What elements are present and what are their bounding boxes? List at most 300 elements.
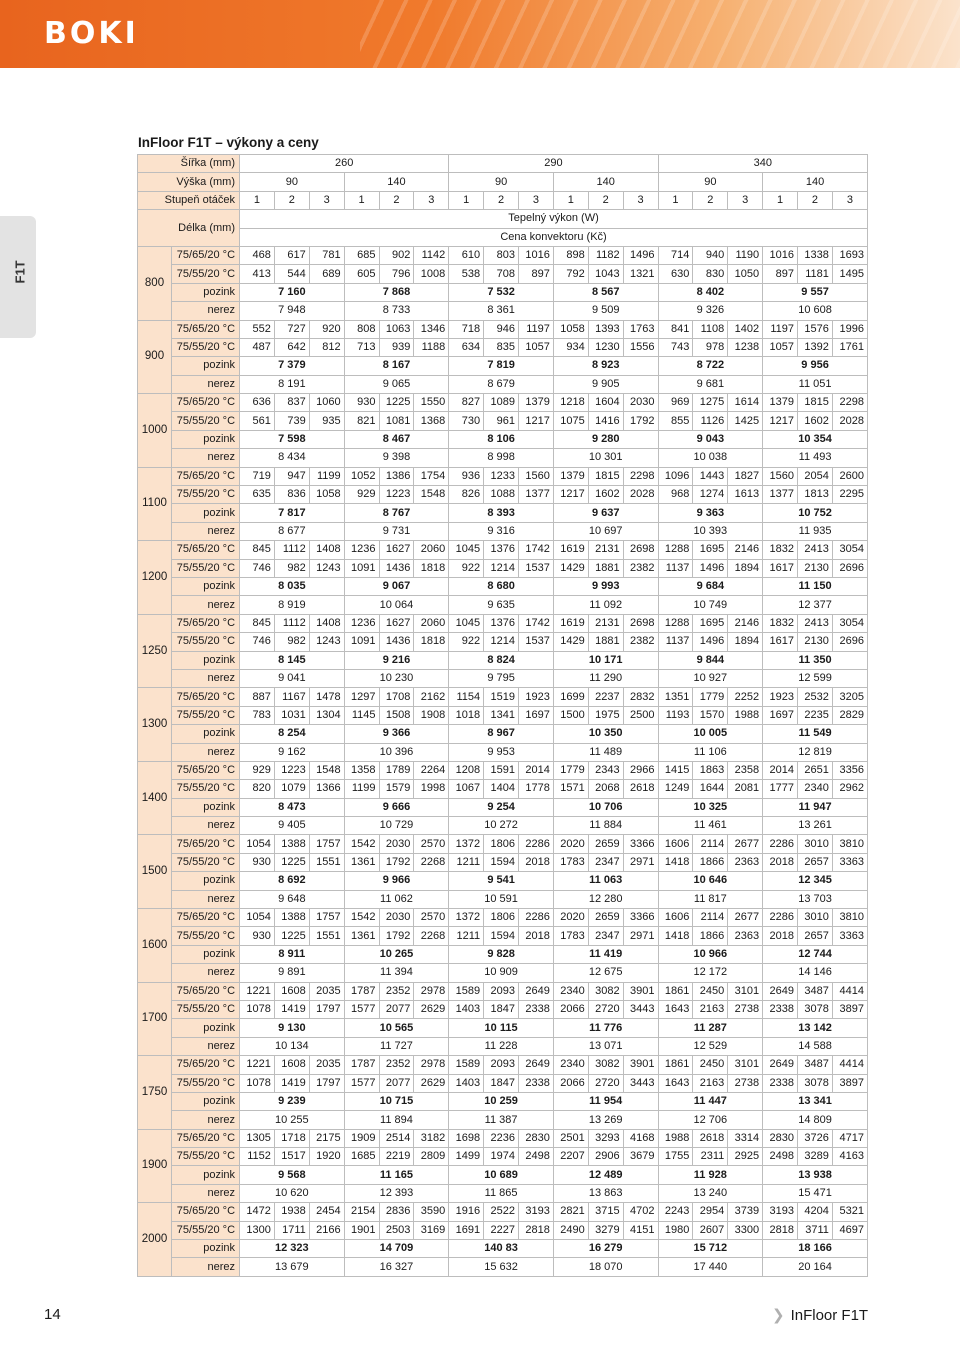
value-cell: 1338 xyxy=(798,246,833,264)
value-cell: 2659 xyxy=(588,909,623,927)
price-cell-nerez: 9 648 xyxy=(240,890,345,908)
value-cell: 1571 xyxy=(553,780,588,798)
price-cell-pozink: 140 83 xyxy=(449,1240,554,1258)
value-cell: 3054 xyxy=(832,541,867,559)
value-cell: 1142 xyxy=(414,246,449,264)
price-cell-nerez: 9 905 xyxy=(553,375,658,393)
value-cell: 2454 xyxy=(309,1203,344,1221)
row-label-pozink: pozink xyxy=(172,1240,240,1258)
value-cell: 2068 xyxy=(588,780,623,798)
row-label-nerez: nerez xyxy=(172,1184,240,1202)
value-cell: 689 xyxy=(309,265,344,283)
value-cell: 1975 xyxy=(588,706,623,724)
value-cell: 830 xyxy=(693,265,728,283)
row-label-pozink: pozink xyxy=(172,651,240,669)
value-cell: 1199 xyxy=(309,467,344,485)
price-table xyxy=(137,154,868,1277)
value-cell: 1223 xyxy=(379,486,414,504)
value-cell: 1697 xyxy=(519,706,554,724)
length-cell: 1100 xyxy=(138,467,172,541)
header-row-tepelny xyxy=(138,210,868,228)
value-cell: 2054 xyxy=(798,467,833,485)
value-cell: 1577 xyxy=(344,1074,379,1092)
table-row xyxy=(138,559,868,577)
value-cell: 1211 xyxy=(449,853,484,871)
value-cell: 3101 xyxy=(728,982,763,1000)
value-cell: 902 xyxy=(379,246,414,264)
value-cell: 1225 xyxy=(274,853,309,871)
value-cell: 2962 xyxy=(832,780,867,798)
price-cell-nerez: 13 269 xyxy=(553,1111,658,1129)
speed-header: 2 xyxy=(484,191,519,209)
value-cell: 1054 xyxy=(240,909,275,927)
value-cell: 1419 xyxy=(274,1074,309,1092)
value-cell: 887 xyxy=(240,688,275,706)
value-cell: 2018 xyxy=(763,927,798,945)
value-cell: 1393 xyxy=(588,320,623,338)
value-cell: 2035 xyxy=(309,1056,344,1074)
value-cell: 2954 xyxy=(693,1203,728,1221)
value-cell: 3193 xyxy=(763,1203,798,1221)
price-cell-nerez: 17 440 xyxy=(658,1258,763,1276)
value-cell: 1416 xyxy=(588,412,623,430)
value-cell: 727 xyxy=(274,320,309,338)
value-cell: 845 xyxy=(240,541,275,559)
value-cell: 929 xyxy=(344,486,379,504)
value-cell: 1137 xyxy=(658,633,693,651)
value-cell: 1233 xyxy=(484,467,519,485)
speed-header: 1 xyxy=(763,191,798,209)
value-cell: 4702 xyxy=(623,1203,658,1221)
value-cell: 1556 xyxy=(623,338,658,356)
value-cell: 2500 xyxy=(623,706,658,724)
value-cell: 1778 xyxy=(519,780,554,798)
price-cell-nerez: 9 316 xyxy=(449,522,554,540)
value-cell: 2131 xyxy=(588,541,623,559)
value-cell: 1789 xyxy=(379,761,414,779)
price-cell-pozink: 12 489 xyxy=(553,1166,658,1184)
value-cell: 3897 xyxy=(832,1074,867,1092)
value-cell: 2352 xyxy=(379,982,414,1000)
price-cell-nerez: 10 591 xyxy=(449,890,554,908)
value-cell: 978 xyxy=(693,338,728,356)
value-cell: 3314 xyxy=(728,1129,763,1147)
value-cell: 2252 xyxy=(728,688,763,706)
value-cell: 2629 xyxy=(414,1074,449,1092)
price-cell-nerez: 10 230 xyxy=(344,669,449,687)
table-row xyxy=(138,265,868,283)
value-cell: 1243 xyxy=(309,559,344,577)
value-cell: 468 xyxy=(240,246,275,264)
value-cell: 3366 xyxy=(623,909,658,927)
value-cell: 2522 xyxy=(484,1203,519,1221)
value-cell: 1602 xyxy=(798,412,833,430)
price-cell-pozink: 13 341 xyxy=(763,1092,868,1110)
table-row xyxy=(138,596,868,614)
price-cell-pozink: 9 043 xyxy=(658,430,763,448)
speed-header: 2 xyxy=(798,191,833,209)
sirka-label: Šířka (mm) xyxy=(138,155,240,173)
value-cell: 3726 xyxy=(798,1129,833,1147)
price-cell-pozink: 10 325 xyxy=(658,798,763,816)
chevron-right-icon: ❯ xyxy=(772,1307,785,1324)
price-cell-nerez: 10 697 xyxy=(553,522,658,540)
value-cell: 2338 xyxy=(519,1074,554,1092)
price-cell-nerez: 12 675 xyxy=(553,964,658,982)
price-cell-pozink: 8 967 xyxy=(449,725,554,743)
price-cell-nerez: 14 146 xyxy=(763,964,868,982)
value-cell: 2570 xyxy=(414,909,449,927)
value-cell: 1909 xyxy=(344,1129,379,1147)
value-cell: 634 xyxy=(449,338,484,356)
price-cell-pozink: 10 115 xyxy=(449,1019,554,1037)
value-cell: 1057 xyxy=(763,338,798,356)
table-row xyxy=(138,430,868,448)
price-cell-nerez: 8 191 xyxy=(240,375,345,393)
boki-logo: BOKI xyxy=(44,16,139,51)
value-cell: 617 xyxy=(274,246,309,264)
value-cell: 1695 xyxy=(693,541,728,559)
value-cell: 1894 xyxy=(728,559,763,577)
price-cell-nerez: 11 387 xyxy=(449,1111,554,1129)
value-cell: 2018 xyxy=(763,853,798,871)
value-cell: 1594 xyxy=(484,853,519,871)
row-label-r1: 75/65/20 °C xyxy=(172,246,240,264)
value-cell: 3078 xyxy=(798,1074,833,1092)
value-cell: 1238 xyxy=(728,338,763,356)
price-cell-pozink: 13 142 xyxy=(763,1019,868,1037)
value-cell: 1608 xyxy=(274,1056,309,1074)
value-cell: 2035 xyxy=(309,982,344,1000)
table-row xyxy=(138,1092,868,1110)
value-cell: 2162 xyxy=(414,688,449,706)
value-cell: 1031 xyxy=(274,706,309,724)
value-cell: 2311 xyxy=(693,1148,728,1166)
table-row xyxy=(138,1074,868,1092)
table-row xyxy=(138,853,868,871)
value-cell: 1519 xyxy=(484,688,519,706)
value-cell: 2809 xyxy=(414,1148,449,1166)
price-cell-nerez: 14 588 xyxy=(763,1037,868,1055)
value-cell: 1217 xyxy=(763,412,798,430)
value-cell: 2146 xyxy=(728,614,763,632)
value-cell: 1881 xyxy=(588,633,623,651)
value-cell: 487 xyxy=(240,338,275,356)
price-cell-pozink: 7 868 xyxy=(344,283,449,301)
table-row xyxy=(138,835,868,853)
value-cell: 1305 xyxy=(240,1129,275,1147)
value-cell: 1321 xyxy=(623,265,658,283)
speed-header: 3 xyxy=(414,191,449,209)
value-cell: 2738 xyxy=(728,1074,763,1092)
value-cell: 1988 xyxy=(658,1129,693,1147)
table-row xyxy=(138,688,868,706)
length-cell: 1500 xyxy=(138,835,172,909)
table-row xyxy=(138,467,868,485)
row-label-r1: 75/65/20 °C xyxy=(172,835,240,853)
value-cell: 1551 xyxy=(309,927,344,945)
price-cell-nerez: 10 749 xyxy=(658,596,763,614)
table-row xyxy=(138,283,868,301)
tepelny-label: Tepelný výkon (W) xyxy=(240,210,868,228)
row-label-r2: 75/55/20 °C xyxy=(172,1074,240,1092)
value-cell: 929 xyxy=(240,761,275,779)
value-cell: 1693 xyxy=(832,246,867,264)
price-cell-nerez: 15 471 xyxy=(763,1184,868,1202)
value-cell: 1996 xyxy=(832,320,867,338)
value-cell: 2028 xyxy=(832,412,867,430)
price-cell-nerez: 13 240 xyxy=(658,1184,763,1202)
value-cell: 2146 xyxy=(728,541,763,559)
value-cell: 1619 xyxy=(553,614,588,632)
value-cell: 781 xyxy=(309,246,344,264)
value-cell: 2382 xyxy=(623,559,658,577)
value-cell: 1388 xyxy=(274,835,309,853)
price-cell-nerez: 10 064 xyxy=(344,596,449,614)
value-cell: 1560 xyxy=(763,467,798,485)
value-cell: 2060 xyxy=(414,541,449,559)
table-row xyxy=(138,1240,868,1258)
value-cell: 1923 xyxy=(519,688,554,706)
price-cell-nerez: 9 509 xyxy=(553,302,658,320)
row-label-nerez: nerez xyxy=(172,449,240,467)
value-cell: 1998 xyxy=(414,780,449,798)
speed-header: 3 xyxy=(832,191,867,209)
value-cell: 413 xyxy=(240,265,275,283)
value-cell: 719 xyxy=(240,467,275,485)
table-row xyxy=(138,320,868,338)
value-cell: 3010 xyxy=(798,909,833,927)
value-cell: 1052 xyxy=(344,467,379,485)
value-cell: 2382 xyxy=(623,633,658,651)
price-cell-pozink: 10 171 xyxy=(553,651,658,669)
table-row xyxy=(138,1019,868,1037)
row-label-nerez: nerez xyxy=(172,596,240,614)
value-cell: 746 xyxy=(240,633,275,651)
vyska-label: Výška (mm) xyxy=(138,173,240,191)
value-cell: 2338 xyxy=(763,1074,798,1092)
speed-header: 1 xyxy=(658,191,693,209)
value-cell: 3101 xyxy=(728,1056,763,1074)
value-cell: 2532 xyxy=(798,688,833,706)
value-cell: 783 xyxy=(240,706,275,724)
header-banner xyxy=(0,0,960,68)
row-label-pozink: pozink xyxy=(172,725,240,743)
value-cell: 1274 xyxy=(693,486,728,504)
value-cell: 1815 xyxy=(798,394,833,412)
table-row xyxy=(138,817,868,835)
value-cell: 1221 xyxy=(240,1056,275,1074)
value-cell: 2130 xyxy=(798,559,833,577)
value-cell: 3279 xyxy=(588,1221,623,1239)
value-cell: 1861 xyxy=(658,1056,693,1074)
price-cell-pozink: 9 637 xyxy=(553,504,658,522)
value-cell: 855 xyxy=(658,412,693,430)
value-cell: 1096 xyxy=(658,467,693,485)
value-cell: 1761 xyxy=(832,338,867,356)
value-cell: 1368 xyxy=(414,412,449,430)
height-header: 140 xyxy=(344,173,449,191)
value-cell: 2363 xyxy=(728,927,763,945)
table-row xyxy=(138,633,868,651)
width-header: 260 xyxy=(240,155,449,173)
value-cell: 1221 xyxy=(240,982,275,1000)
row-label-r1: 75/65/20 °C xyxy=(172,761,240,779)
table-row xyxy=(138,1129,868,1147)
price-cell-pozink: 8 393 xyxy=(449,504,554,522)
value-cell: 1827 xyxy=(728,467,763,485)
value-cell: 1815 xyxy=(588,467,623,485)
speed-header: 1 xyxy=(240,191,275,209)
value-cell: 934 xyxy=(553,338,588,356)
price-cell-nerez: 8 919 xyxy=(240,596,345,614)
value-cell: 1606 xyxy=(658,909,693,927)
value-cell: 1779 xyxy=(553,761,588,779)
price-cell-pozink: 11 350 xyxy=(763,651,868,669)
value-cell: 1366 xyxy=(309,780,344,798)
price-cell-pozink: 18 166 xyxy=(763,1240,868,1258)
value-cell: 4163 xyxy=(832,1148,867,1166)
table-row xyxy=(138,246,868,264)
price-cell-nerez: 11 461 xyxy=(658,817,763,835)
value-cell: 3590 xyxy=(414,1203,449,1221)
price-cell-pozink: 10 966 xyxy=(658,945,763,963)
value-cell: 2286 xyxy=(763,835,798,853)
value-cell: 947 xyxy=(274,467,309,485)
price-cell-nerez: 13 863 xyxy=(553,1184,658,1202)
row-label-r1: 75/65/20 °C xyxy=(172,909,240,927)
table-row xyxy=(138,982,868,1000)
value-cell: 743 xyxy=(658,338,693,356)
value-cell: 3901 xyxy=(623,982,658,1000)
value-cell: 1057 xyxy=(519,338,554,356)
speed-header: 3 xyxy=(309,191,344,209)
row-label-r2: 75/55/20 °C xyxy=(172,927,240,945)
value-cell: 561 xyxy=(240,412,275,430)
length-cell: 1700 xyxy=(138,982,172,1056)
value-cell: 2020 xyxy=(553,909,588,927)
price-cell-nerez: 11 394 xyxy=(344,964,449,982)
price-cell-nerez: 11 106 xyxy=(658,743,763,761)
value-cell: 1404 xyxy=(484,780,519,798)
value-cell: 1419 xyxy=(274,1000,309,1018)
value-cell: 2030 xyxy=(379,909,414,927)
value-cell: 2720 xyxy=(588,1000,623,1018)
price-cell-pozink: 12 744 xyxy=(763,945,868,963)
value-cell: 1217 xyxy=(553,486,588,504)
value-cell: 1379 xyxy=(553,467,588,485)
value-cell: 1167 xyxy=(274,688,309,706)
value-cell: 1542 xyxy=(344,835,379,853)
value-cell: 1589 xyxy=(449,982,484,1000)
value-cell: 1376 xyxy=(484,541,519,559)
value-cell: 1089 xyxy=(484,394,519,412)
row-label-pozink: pozink xyxy=(172,1166,240,1184)
value-cell: 2629 xyxy=(414,1000,449,1018)
value-cell: 1861 xyxy=(658,982,693,1000)
table-row xyxy=(138,1037,868,1055)
price-cell-pozink: 11 063 xyxy=(553,872,658,890)
price-cell-nerez: 11 051 xyxy=(763,375,868,393)
value-cell: 1757 xyxy=(309,835,344,853)
header-row-cena xyxy=(138,228,868,246)
header-row-width xyxy=(138,155,868,173)
price-cell-nerez: 9 731 xyxy=(344,522,449,540)
value-cell: 4151 xyxy=(623,1221,658,1239)
value-cell: 1408 xyxy=(309,541,344,559)
value-cell: 2925 xyxy=(728,1148,763,1166)
value-cell: 1152 xyxy=(240,1148,275,1166)
value-cell: 1197 xyxy=(763,320,798,338)
value-cell: 1617 xyxy=(763,633,798,651)
header-row-speed xyxy=(138,191,868,209)
value-cell: 2618 xyxy=(693,1129,728,1147)
value-cell: 4697 xyxy=(832,1221,867,1239)
value-cell: 2657 xyxy=(798,927,833,945)
value-cell: 4717 xyxy=(832,1129,867,1147)
price-cell-pozink: 9 557 xyxy=(763,283,868,301)
value-cell: 961 xyxy=(484,412,519,430)
value-cell: 1980 xyxy=(658,1221,693,1239)
price-cell-nerez: 7 948 xyxy=(240,302,345,320)
price-cell-nerez: 11 935 xyxy=(763,522,868,540)
table-row xyxy=(138,357,868,375)
speed-header: 1 xyxy=(553,191,588,209)
value-cell: 1627 xyxy=(379,614,414,632)
value-cell: 2649 xyxy=(519,982,554,1000)
value-cell: 2077 xyxy=(379,1074,414,1092)
value-cell: 1847 xyxy=(484,1000,519,1018)
value-cell: 2268 xyxy=(414,853,449,871)
price-cell-pozink: 9 666 xyxy=(344,798,449,816)
value-cell: 935 xyxy=(309,412,344,430)
value-cell: 552 xyxy=(240,320,275,338)
value-cell: 2600 xyxy=(832,467,867,485)
price-cell-nerez: 11 489 xyxy=(553,743,658,761)
width-header: 290 xyxy=(449,155,658,173)
value-cell: 1377 xyxy=(763,486,798,504)
value-cell: 1078 xyxy=(240,1074,275,1092)
value-cell: 3366 xyxy=(623,835,658,853)
table-row xyxy=(138,541,868,559)
value-cell: 1606 xyxy=(658,835,693,853)
price-cell-pozink: 8 923 xyxy=(553,357,658,375)
value-cell: 1018 xyxy=(449,706,484,724)
table-row xyxy=(138,1184,868,1202)
value-cell: 1008 xyxy=(414,265,449,283)
price-cell-nerez: 14 809 xyxy=(763,1111,868,1129)
value-cell: 2821 xyxy=(553,1203,588,1221)
table-row xyxy=(138,522,868,540)
value-cell: 2030 xyxy=(379,835,414,853)
value-cell: 1576 xyxy=(798,320,833,338)
price-cell-nerez: 13 703 xyxy=(763,890,868,908)
value-cell: 2298 xyxy=(623,467,658,485)
price-cell-pozink: 9 366 xyxy=(344,725,449,743)
value-cell: 2413 xyxy=(798,541,833,559)
row-label-r2: 75/55/20 °C xyxy=(172,265,240,283)
row-label-nerez: nerez xyxy=(172,302,240,320)
value-cell: 1236 xyxy=(344,541,379,559)
value-cell: 1643 xyxy=(658,1074,693,1092)
value-cell: 826 xyxy=(449,486,484,504)
row-label-r2: 75/55/20 °C xyxy=(172,780,240,798)
price-cell-pozink: 11 150 xyxy=(763,577,868,595)
price-cell-pozink: 9 684 xyxy=(658,577,763,595)
value-cell: 2298 xyxy=(832,394,867,412)
value-cell: 1806 xyxy=(484,835,519,853)
price-cell-nerez: 12 706 xyxy=(658,1111,763,1129)
